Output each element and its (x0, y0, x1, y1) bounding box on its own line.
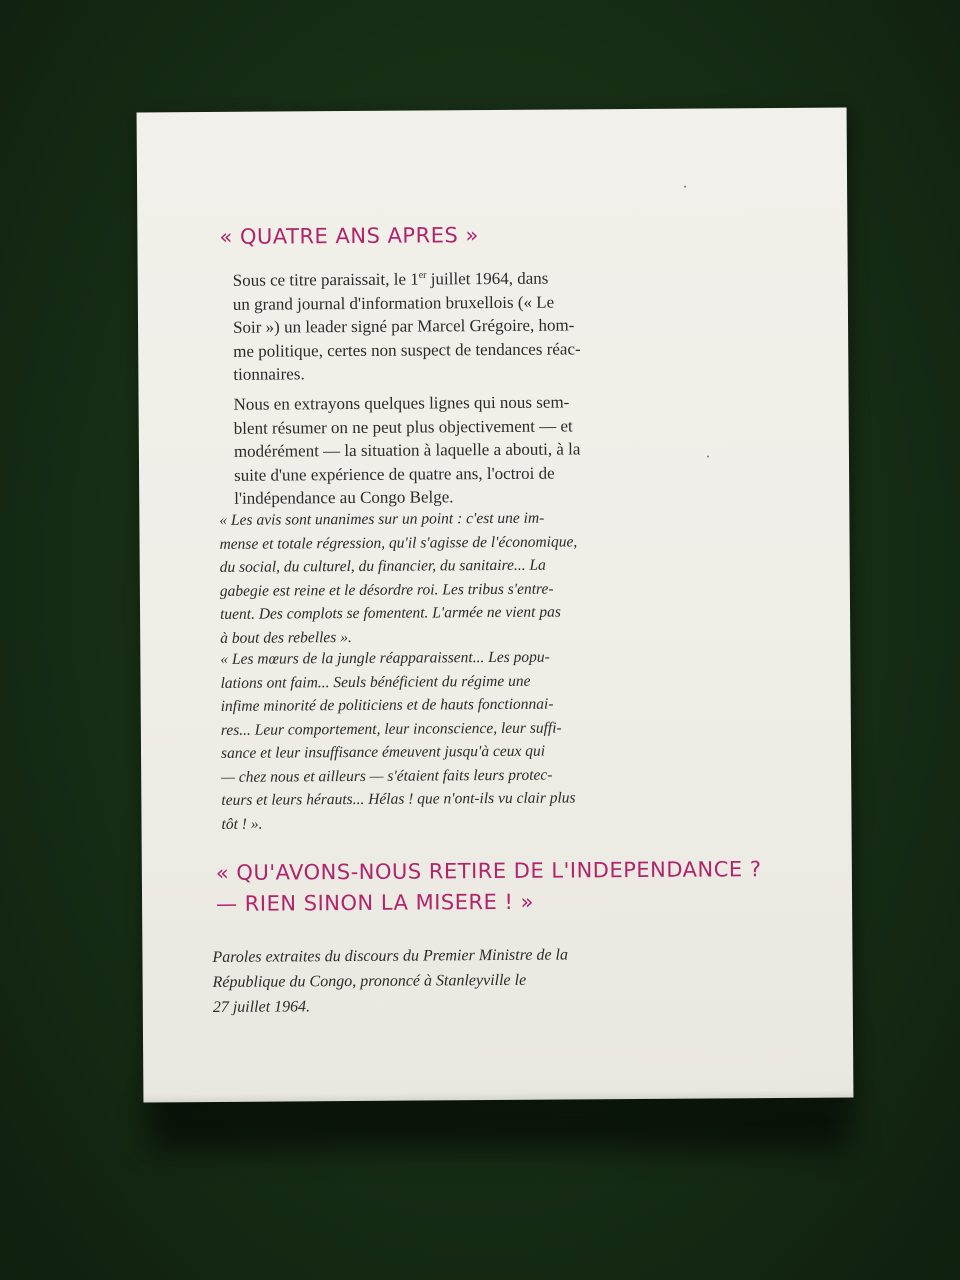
text-line: sance et leur insuffisance émeuvent jusqu'à ceux qui (220, 742, 546, 762)
heading-independance (216, 854, 762, 920)
text-line: — chez nous et ailleurs — s'étaient faits leurs protec- (221, 766, 553, 786)
text-line: res... Leur comportement, leur inconscience, leur suffi- (220, 719, 562, 739)
quote-first (219, 506, 638, 650)
text-line: tuent. Des complots se fomentent. L'armée ne vient pas (219, 603, 561, 623)
text-line: République du Congo, prononcé à Stanleyville le (212, 971, 527, 991)
quote-second (220, 645, 639, 836)
text-line: Paroles extraites du discours du Premier Ministre de la (212, 946, 569, 966)
text-line: infime minorité de politiciens et de hauts fonctionnai- (220, 695, 554, 715)
superscript: er (418, 269, 427, 281)
text-line: Soir ») un leader signé par Marcel Grégoire, hom- (232, 315, 575, 337)
text-line: me politique, certes non suspect de tendances réac- (233, 338, 581, 361)
text-line: « Les avis sont unanimes sur un point : c'est une im- (219, 509, 545, 529)
text-line: gabegie est reine et le désordre roi. Les tribus s'entre- (219, 580, 554, 600)
text-line: teurs et leurs hérauts... Hélas ! que n'ont-ils vu clair plus (221, 789, 576, 809)
text-line: un grand journal d'information bruxellois (« Le (232, 292, 555, 314)
paragraph-intro (233, 266, 634, 386)
text-line: Sous ce titre paraissait, le 1er juillet 1964, dans (232, 268, 549, 290)
heading-line: — RIEN SINON LA MISERE ! » (215, 889, 535, 916)
text-line: suite d'une expérience de quatre ans, l'octroi de (234, 463, 555, 485)
book-back-cover (137, 108, 854, 1103)
text-line: l'indépendance au Congo Belge. (234, 487, 454, 508)
text-line: du social, du culturel, du financier, du sanitaire... La (219, 556, 546, 576)
text-line: tôt ! ». (221, 815, 263, 833)
heading-quatre-ans-apres: « QUATRE ANS APRES » (219, 223, 479, 249)
paper-speck (684, 186, 686, 188)
text-line: à bout des rebelles ». (220, 628, 352, 647)
text-line: blent résumer on ne peut plus objectivement — et (233, 415, 573, 438)
text-line: Nous en extrayons quelques lignes qui nous sem- (233, 392, 570, 414)
paragraph-attribution (212, 942, 646, 1020)
paragraph-extract-intro (234, 390, 635, 510)
text-line: modérément — la situation à laquelle a abouti, à la (233, 439, 581, 461)
text-line: tionnaires. (233, 364, 305, 384)
text-line: lations ont faim... Seuls bénéficient du régime une (220, 672, 531, 692)
text-line: 27 juillet 1964. (212, 998, 311, 1016)
heading-line: « QU'AVONS-NOUS RETIRE DE L'INDEPENDANCE ? (215, 857, 762, 885)
book-shadow (150, 1100, 850, 1150)
text-line: mense et totale régression, qu'il s'agisse de l'économique, (219, 532, 578, 553)
paper-speck (707, 456, 709, 458)
text-line: « Les mœurs de la jungle réapparaissent... Les popu- (220, 648, 550, 668)
